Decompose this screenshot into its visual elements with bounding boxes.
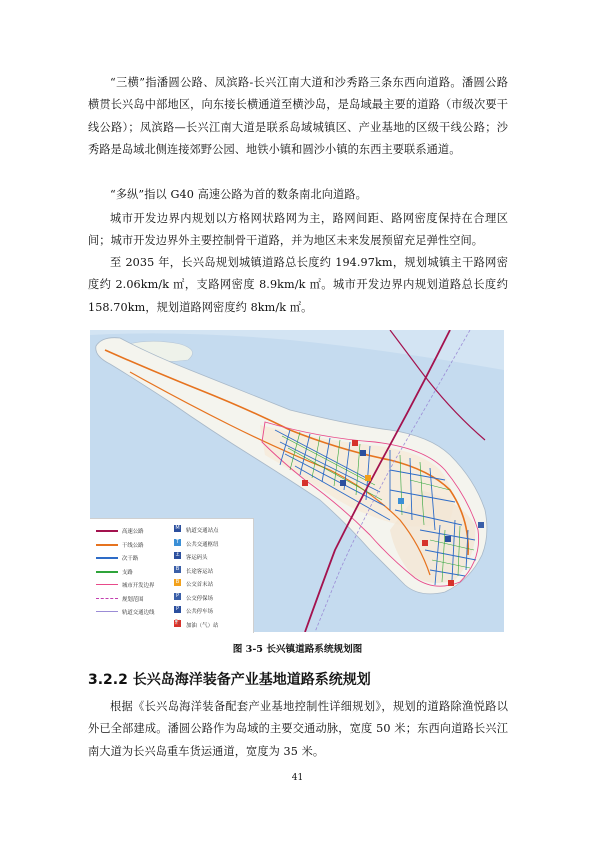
figure-caption: 图 3-5 长兴镇道路系统规划图 bbox=[232, 644, 363, 655]
legend-label: 公交首末站 bbox=[186, 582, 213, 588]
legend-icon: P bbox=[175, 606, 179, 612]
legend-label: 轨道交通边线 bbox=[122, 610, 155, 616]
legend-icon: ⚓ bbox=[175, 552, 180, 558]
section-paragraph: 根据《长兴岛海洋装备配套产业基地控制性详细规划》，规划的道路除渔悦路以外已全部建成。潘圆公路作为岛域的主要交通动脉，宽度 50 米；东西向道路长兴江南大道为长兴岛重车货运通道，宽度为 35 米。 bbox=[88, 700, 508, 758]
paragraph-multi-vertical: “多纵”指以 G40 高速公路为首的数条南北向道路。 bbox=[110, 188, 367, 201]
legend-label: 长途客运站 bbox=[186, 568, 213, 575]
legend-label: 干线公路 bbox=[122, 542, 144, 549]
legend-label: 公交停保场 bbox=[186, 595, 213, 602]
map-legend bbox=[90, 518, 254, 633]
legend-label: 公共停车场 bbox=[186, 609, 213, 615]
legend-icon: ⛽ bbox=[174, 619, 181, 626]
legend-swatch-line bbox=[96, 571, 118, 573]
legend-icon: M bbox=[175, 525, 180, 531]
legend-icon: P bbox=[175, 592, 179, 599]
legend-label: 支路 bbox=[122, 569, 133, 576]
legend-icon: T bbox=[175, 538, 180, 545]
page-number: 41 bbox=[291, 773, 304, 783]
legend-label: 城市开发边界 bbox=[122, 583, 155, 589]
section-heading: 3.2.2 长兴岛海洋装备产业基地道路系统规划 bbox=[88, 672, 371, 688]
legend-icon: B bbox=[175, 579, 180, 585]
legend-swatch-line bbox=[96, 557, 118, 559]
legend-label: 客运码头 bbox=[186, 555, 208, 561]
legend-icon: B bbox=[175, 565, 180, 572]
legend-swatch-line bbox=[96, 584, 118, 585]
legend-label: 高速公路 bbox=[122, 529, 144, 535]
legend-label: 规划范围 bbox=[122, 596, 144, 603]
legend-swatch-line bbox=[96, 530, 118, 532]
legend-label: 轨道交通站点 bbox=[186, 528, 219, 534]
legend-swatch-line bbox=[96, 544, 118, 546]
legend-swatch-line bbox=[96, 611, 118, 612]
legend-swatch-line bbox=[96, 598, 118, 599]
legend-label: 加油（气）站 bbox=[186, 622, 219, 629]
paragraph-2035-targets: 至 2035 年，长兴岛规划城镇道路总长度约 194.97km，规划城镇主干路网密度约 2.06km/k ㎡，支路网密度 8.9km/k ㎡。城市开发边界内规划道路总长度约 158.70km，规划道路网密度约 8km/k ㎡。 bbox=[88, 256, 508, 314]
paragraph-three-horizontal: “三横”指潘圆公路、凤滨路-长兴江南大道和沙秀路三条东西向道路。潘圆公路横贯长兴岛中部地区，向东接长横通道至横沙岛，是岛域最主要的道路（市级次要干线公路）；凤滨路—长兴江南大道是联系岛域城镇区、产业基地的区级干线公路；沙秀路是岛域北侧连接郊野公园、地铁小镇和圆沙小镇的东西主要联系通道。 bbox=[88, 76, 508, 157]
legend-label: 公共交通枢纽 bbox=[186, 541, 219, 548]
legend-label: 次干路 bbox=[122, 556, 139, 562]
paragraph-grid-network: 城市开发边界内规划以方格网状路网为主，路网间距、路网密度保持在合理区间；城市开发边界外主要控制骨干道路，并为地区未来发展预留充足弹性空间。 bbox=[88, 212, 508, 248]
